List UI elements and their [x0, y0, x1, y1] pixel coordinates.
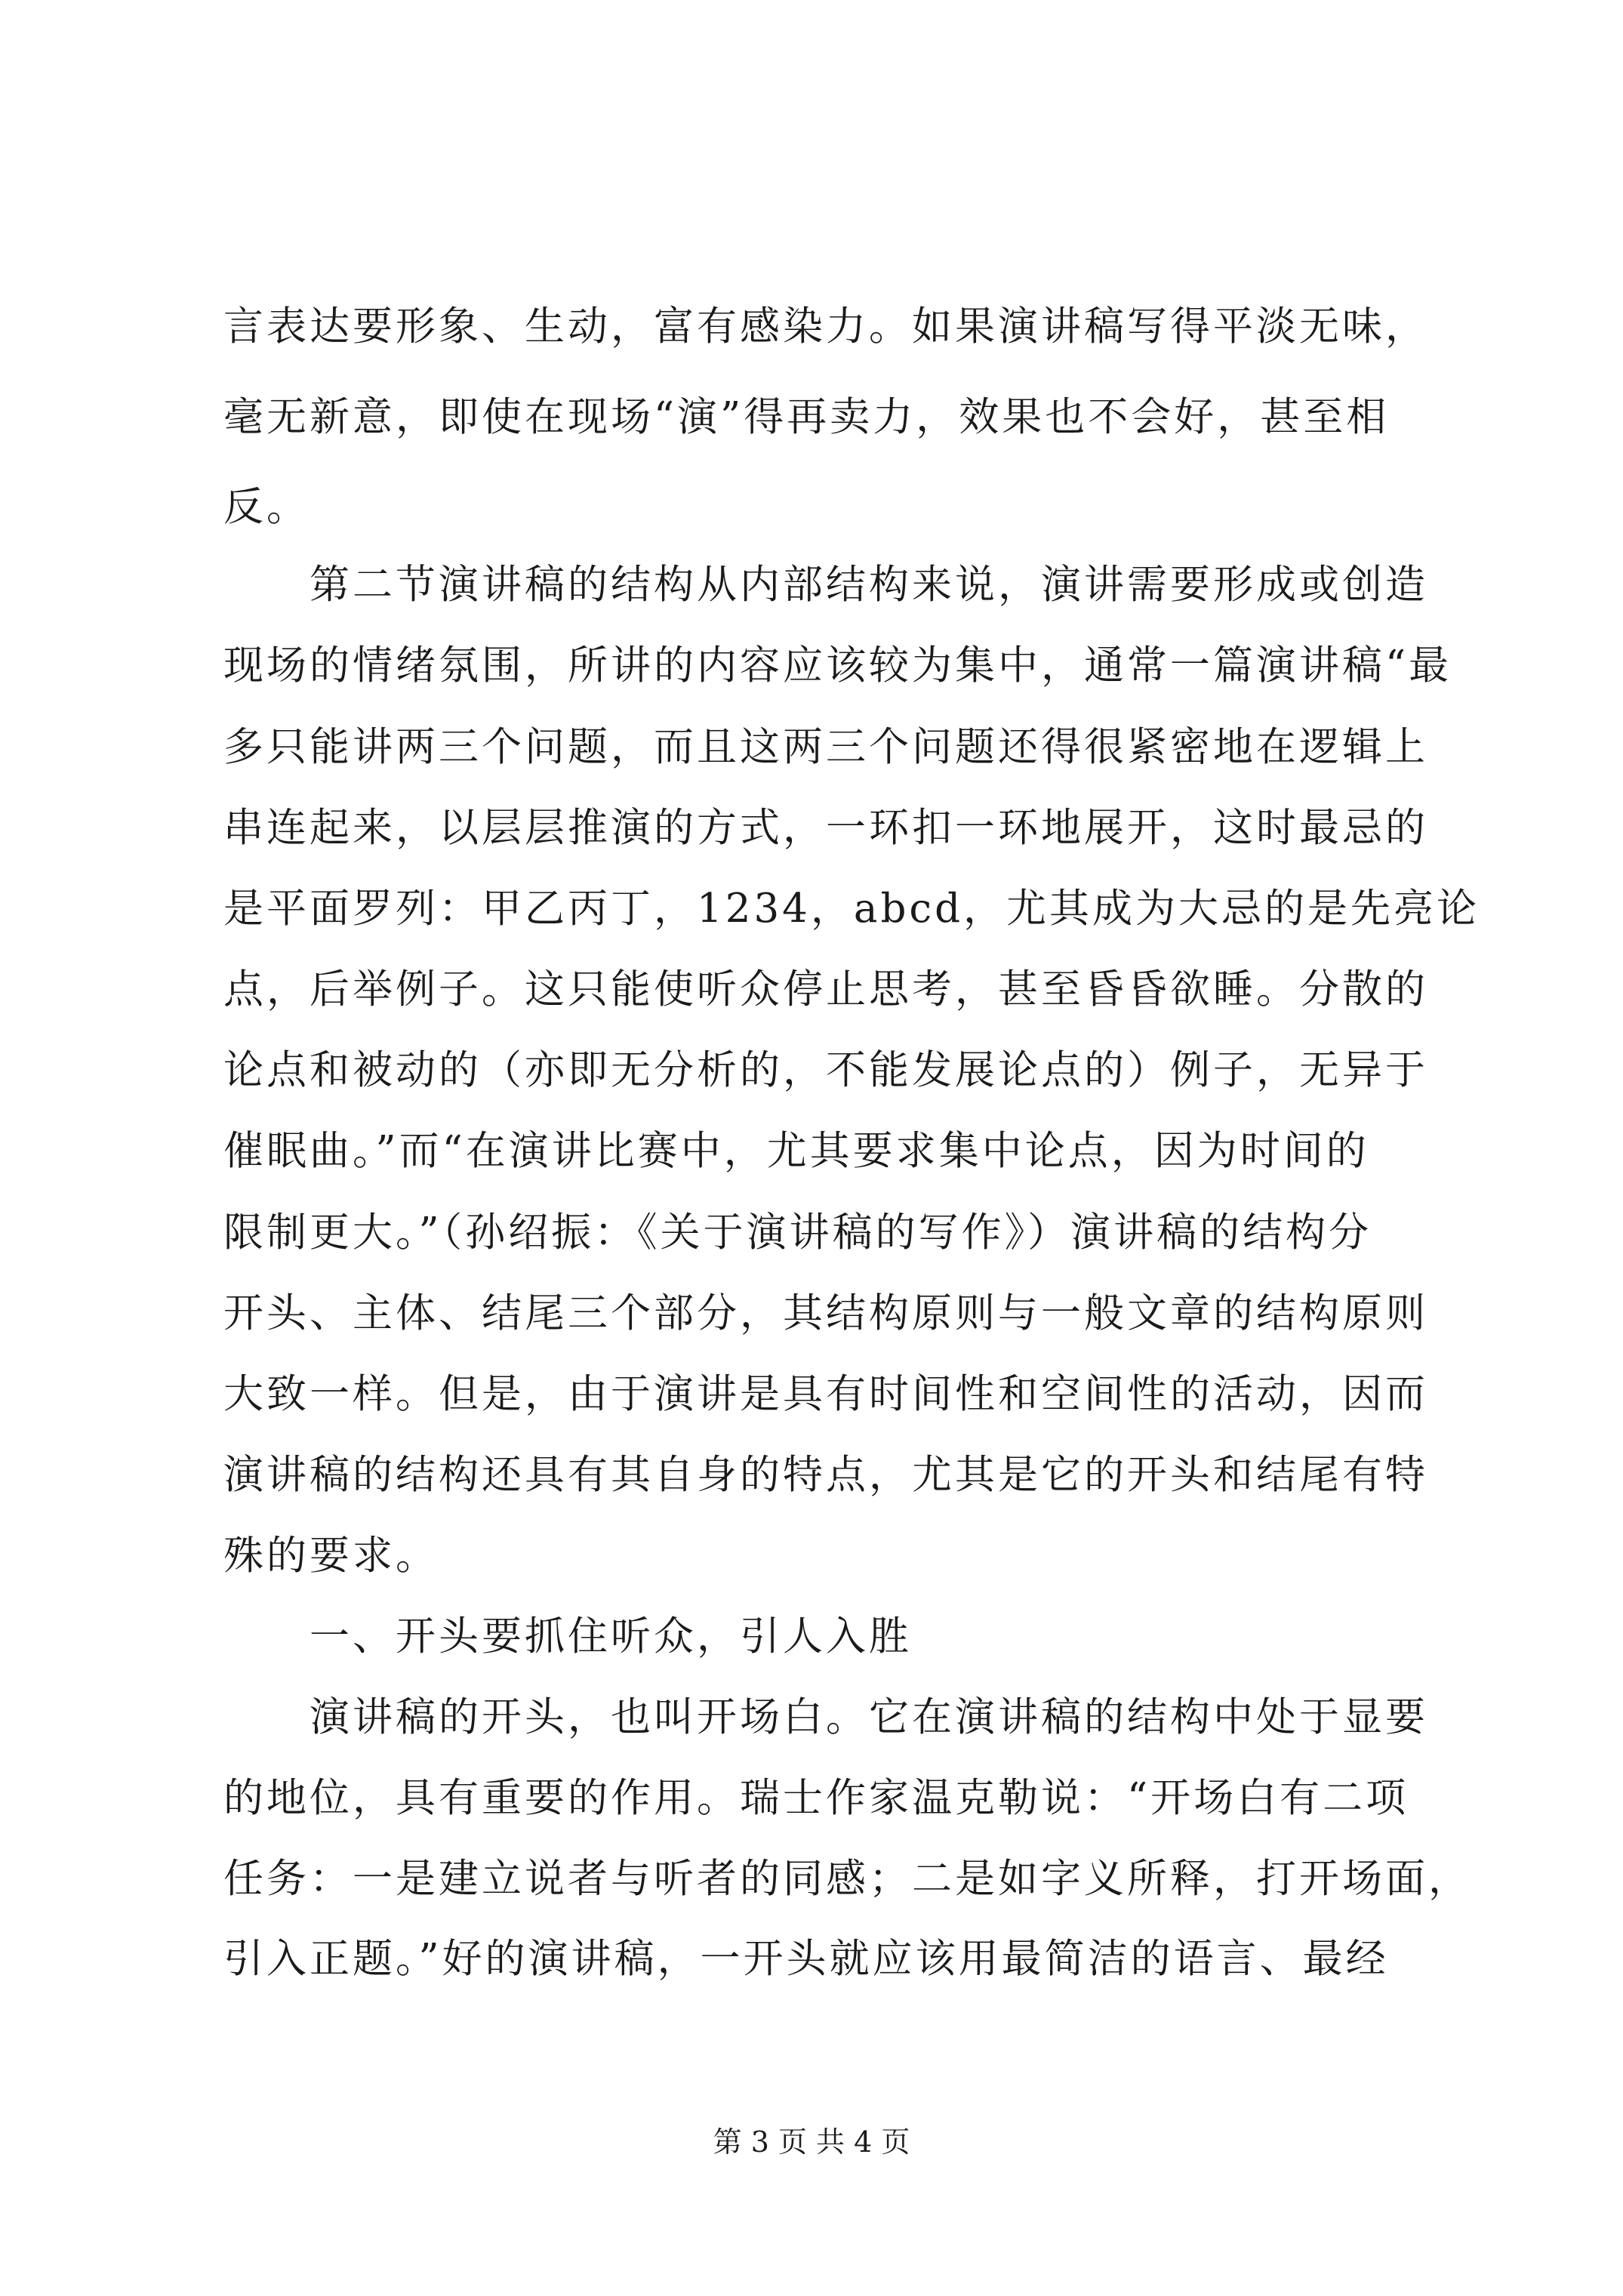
text-line: 毫无新意，即使在现场“演”得再卖力，效果也不会好，甚至相: [223, 394, 1390, 440]
text-line: 演讲稿的结构还具有其自身的特点，尤其是它的开头和结尾有特: [223, 1452, 1428, 1498]
text-line: 限制更大。”（孙绍振：《关于演讲稿的写作》）演讲稿的结构分: [223, 1210, 1372, 1256]
text-line: 多只能讲两三个问题，而且这两三个问题还得很紧密地在逻辑上: [223, 724, 1428, 770]
text-line: 第二节演讲稿的结构从内部结构来说，演讲需要形成或创造: [223, 562, 1428, 608]
text-line: 论点和被动的（亦即无分析的，不能发展论点的）例子，无异于: [223, 1047, 1428, 1093]
text-line: 是平面罗列：甲乙丙丁，1234，abcd，尤其成为大忌的是先亮论: [223, 886, 1480, 932]
section-heading: 一、开头要抓住听众，引人入胜: [223, 1613, 912, 1660]
text-line: 点，后举例子。这只能使听众停止思考，甚至昏昏欲睡。分散的: [223, 966, 1428, 1012]
text-line: 的地位，具有重要的作用。瑞士作家温克勒说：“开场白有二项: [223, 1775, 1409, 1821]
text-line: 催眠曲。”而“在演讲比赛中，尤其要求集中论点，因为时间的: [223, 1128, 1369, 1174]
text-line: 任务：一是建立说者与听者的同感；二是如字义所释，打开场面，: [223, 1856, 1471, 1902]
text-line: 串连起来，以层层推演的方式，一环扣一环地展开，这时最忌的: [223, 805, 1428, 851]
text-line: 引入正题。”好的演讲稿，一开头就应该用最简洁的语言、最经: [223, 1936, 1389, 1982]
text-line: 反。: [223, 484, 310, 530]
text-line: 演讲稿的开头，也叫开场白。它在演讲稿的结构中处于显要: [223, 1694, 1428, 1740]
text-line: 现场的情绪氛围，所讲的内容应该较为集中，通常一篇演讲稿“最: [223, 643, 1452, 689]
text-line: 大致一样。但是，由于演讲是具有时间性和空间性的活动，因而: [223, 1371, 1428, 1417]
text-line: 开头、主体、结尾三个部分，其结构原则与一般文章的结构原则: [223, 1290, 1428, 1336]
text-line: 言表达要形象、生动，富有感染力。如果演讲稿写得平淡无味，: [223, 304, 1428, 350]
page-footer: 第 3 页 共 4 页: [713, 2125, 910, 2159]
text-line: 殊的要求。: [223, 1533, 439, 1579]
